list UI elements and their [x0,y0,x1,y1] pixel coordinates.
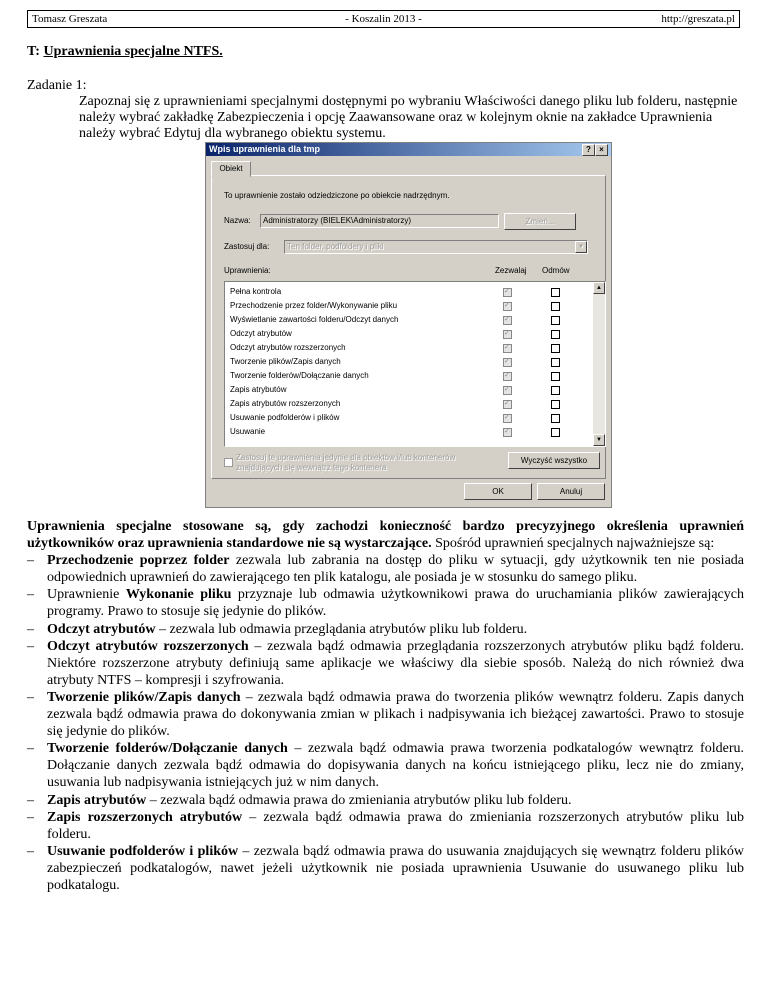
allow-checkbox[interactable] [503,414,512,423]
deny-checkbox[interactable] [551,358,560,367]
chevron-down-icon[interactable]: ▼ [575,241,587,253]
scroll-down-icon[interactable]: ▼ [593,434,605,446]
permission-row: Zapis atrybutów rozszerzonych [230,399,341,408]
header-location: - Koszalin 2013 - [345,13,422,25]
list-item: – Tworzenie plików/Zapis danych – zezwala bądź odmawia prawa do tworzenia plików wewnątrz folderu. Zapis danych zezwala bądź odmawia prawa do dokonywania zmian w plikach i nadpisywania ich bieżącej zawartości. Prawo to stosuje się jedynie do plików. [27,689,744,740]
list-item: – Usuwanie podfolderów i plików – zezwala bądź odmawia prawa do usuwania znajdujących się wewnątrz folderu plików zabezpieczeń podkatalogów, nawet jeżeli użytkownik nie posiada uprawnienia Usuwanie do usuwanego pliku lub podkatalogu. [27,843,744,893]
inherited-note: To uprawnienie zostało odziedziczone po obiekcie nadrzędnym. [224,191,450,200]
deny-checkbox[interactable] [551,414,560,423]
list-item: – Tworzenie folderów/Dołączanie danych – zezwala bądź odmawia prawa tworzenia podkatalogów wewnątrz folderu. Dołączanie danych zezwala bądź odmawia do dopisywania danych na końcu istniejącego pliku, lecz nie do zmiany, usuwania lub nadpisywania istniejących już w nim danych. [27,741,744,791]
dialog-titlebar [206,143,611,156]
ok-button[interactable]: OK [464,483,532,500]
apply-only-checkbox[interactable] [224,458,233,467]
name-field: Administratorzy (BIELEK\Administratorzy) [260,214,499,228]
permission-row: Przechodzenie przez folder/Wykonywanie pliku [230,301,398,310]
permission-row: Odczyt atrybutów [230,329,292,338]
apply-to-select[interactable]: Ten folder, podfoldery i pliki ▼ [284,240,588,254]
deny-checkbox[interactable] [551,400,560,409]
deny-checkbox[interactable] [551,344,560,353]
permission-row: Tworzenie folderów/Dołączanie danych [230,371,369,380]
permissions-list [224,281,606,447]
permission-row: Wyświetlanie zawartości folderu/Odczyt danych [230,315,399,324]
deny-checkbox[interactable] [551,386,560,395]
allow-checkbox[interactable] [503,316,512,325]
deny-checkbox[interactable] [551,330,560,339]
list-item: – Odczyt atrybutów – zezwala lub odmawia przeglądania atrybutów pliku lub folderu. [27,621,528,637]
allow-checkbox[interactable] [503,428,512,437]
permissions-label: Uprawnienia: [224,266,271,275]
list-item: – Przechodzenie poprzez folder zezwala lub zabrania na dostęp do pliku w sytuacji, gdy użytkownik ten nie posiada odpowiednich uprawnień do zawierającego ten plik katalogu, ale posiada je w stosunku do samego pliku. [27,553,744,586]
permissions-description-list [27,552,744,894]
permission-row: Pełna kontrola [230,287,282,296]
deny-checkbox[interactable] [551,302,560,311]
allow-checkbox[interactable] [503,288,512,297]
list-item: – Zapis atrybutów – zezwala bądź odmawia prawa do zmieniania atrybutów pliku lub folderu. [27,792,572,808]
allow-checkbox[interactable] [503,358,512,367]
header-url: http://greszata.pl [661,13,735,25]
tab-object[interactable]: Obiekt [211,161,251,177]
permission-row: Tworzenie plików/Zapis danych [230,357,341,366]
deny-checkbox[interactable] [551,288,560,297]
deny-checkbox[interactable] [551,316,560,325]
document-title: T: Uprawnienia specjalne NTFS. [27,44,223,59]
scroll-up-icon[interactable]: ▲ [593,282,605,294]
dialog-title: Wpis uprawnienia dla tmp [209,144,321,154]
header-author: Tomasz Greszata [32,13,108,25]
allow-checkbox[interactable] [503,400,512,409]
apply-to-label: Zastosuj dla: [224,242,270,251]
permission-row: Usuwanie podfolderów i plików [230,413,340,422]
scrollbar[interactable] [593,282,605,446]
allow-header: Zezwalaj [495,266,527,275]
list-item: – Zapis rozszerzonych atrybutów – zezwala bądź odmawia prawa do zmieniania rozszerzonych atrybutów pliku lub folderu. [27,809,744,842]
close-button[interactable]: × [595,144,608,156]
help-button[interactable]: ? [582,144,595,156]
permission-row: Zapis atrybutów [230,385,287,394]
task-text: Zapoznaj się z uprawnieniami specjalnymi dostępnymi po wybraniu Właściwości danego pliku lub folderu, następnie należy wybrać zakładkę Zabezpieczenia i opcję Zaawansowane oraz w kolejnym oknie na zakładce Uprawnienia należy wybrać Edytuj dla wybranego obiektu systemu. [79,94,738,141]
document-body [27,518,744,894]
allow-checkbox[interactable] [503,386,512,395]
tab-panel [211,175,606,479]
task-label: Zadanie 1: [27,78,87,93]
apply-only-label: Zastosuj te uprawnienia jedynie dla obiektów i/lub kontenerów znajdujących się wewnątrz tego kontenera [236,453,456,472]
permission-row: Odczyt atrybutów rozszerzonych [230,343,346,352]
allow-checkbox[interactable] [503,372,512,381]
deny-checkbox[interactable] [551,372,560,381]
page-header [27,10,740,28]
clear-all-button[interactable]: Wyczyść wszystko [508,452,600,469]
deny-header: Odmów [542,266,570,275]
allow-checkbox[interactable] [503,330,512,339]
list-item: – Uprawnienie Wykonanie pliku przyznaje lub odmawia użytkownikowi prawa do uruchamiania plików zawierających programy. Prawo to stosuje się jedynie do plików. [27,587,744,620]
body-intro: Uprawnienia specjalne stosowane są, gdy zachodzi konieczność bardzo precyzyjnego określenia uprawnień użytkowników oraz uprawnienia standardowe nie są wystarczające. Spośród uprawnień specjalnych najważniejsze są: [27,519,744,552]
allow-checkbox[interactable] [503,344,512,353]
name-label: Nazwa: [224,216,251,225]
list-item: – Odczyt atrybutów rozszerzonych – zezwala bądź odmawia przeglądania rozszerzonych atrybutów pliku bądź folderu. Niektóre rozszerzone atrybuty definiują same aplikacje we właściwy dla siebie sposób. Należą do nich również dwa atrybuty NTFS – kompresji i szyfrowania. [27,638,744,688]
cancel-button[interactable]: Anuluj [537,483,605,500]
change-button[interactable]: Zmień... [504,213,576,230]
permission-entry-dialog [205,142,612,508]
deny-checkbox[interactable] [551,428,560,437]
allow-checkbox[interactable] [503,302,512,311]
permission-row: Usuwanie [230,427,266,436]
